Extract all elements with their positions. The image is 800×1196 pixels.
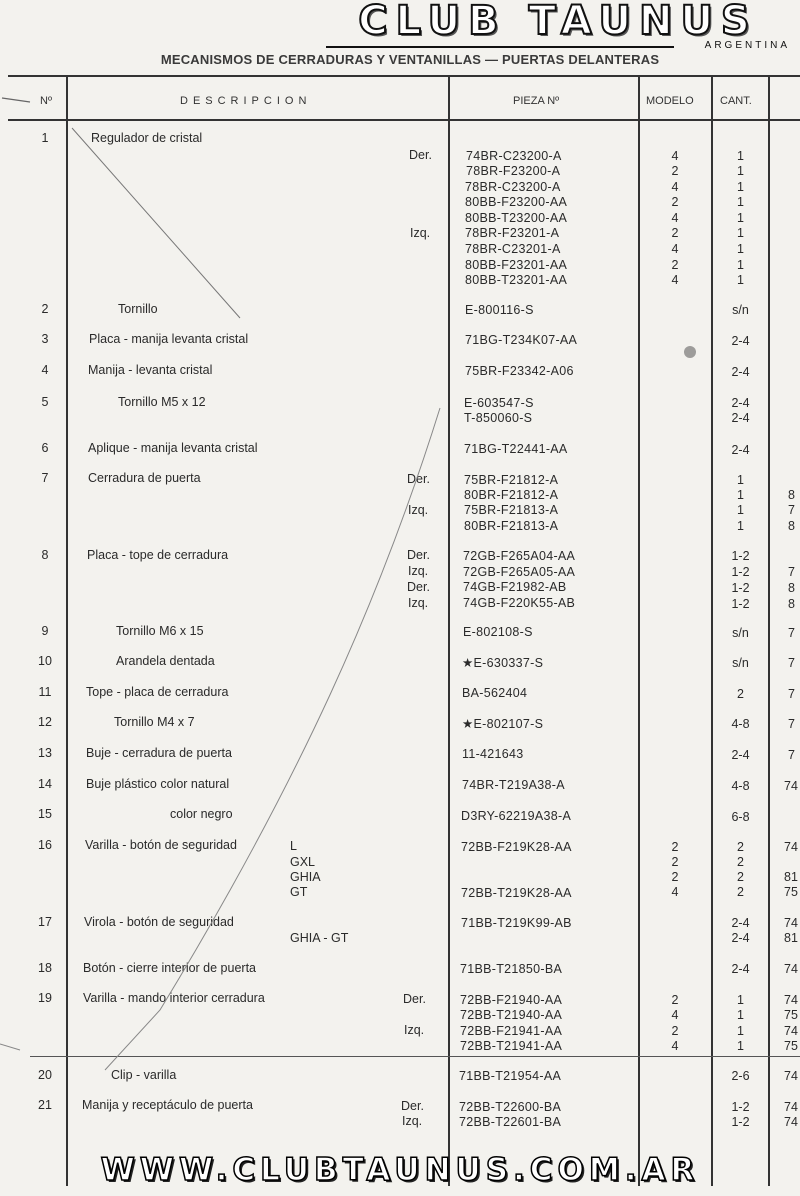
part-number: 72BB-T21941-AA [460, 1039, 563, 1053]
part-number: ★E-802107-S [462, 717, 544, 731]
extra-column-value: 74 [784, 840, 798, 854]
extra-column-value: 8 [788, 488, 795, 502]
item-description: Regulador de cristal [91, 131, 203, 145]
part-number: 75BR-F21813-A [464, 503, 559, 517]
cant-value: 1 [737, 258, 744, 272]
item-number: 3 [41, 332, 49, 346]
cant-value: 2-4 [731, 931, 750, 945]
cant-value: 2 [737, 840, 744, 854]
cant-value: 1-2 [731, 549, 750, 563]
cant-value: 1 [737, 226, 744, 240]
part-number: 71BG-T22441-AA [464, 442, 568, 456]
modelo-value: 4 [671, 273, 679, 287]
variant-label: GXL [290, 855, 316, 869]
item-description: Clip - varilla [111, 1068, 177, 1082]
cant-value: 1-2 [731, 581, 750, 595]
modelo-value: 2 [671, 855, 679, 869]
item-description: Tornillo M5 x 12 [118, 395, 206, 409]
item-number: 21 [38, 1098, 52, 1112]
modelo-value: 4 [671, 180, 679, 194]
part-number: 80BR-F21812-A [464, 488, 559, 502]
modelo-value: 4 [671, 242, 679, 256]
cant-value: 2 [737, 885, 744, 899]
extra-column-value: 8 [788, 597, 795, 611]
part-number: 71BB-T21954-AA [459, 1069, 562, 1083]
modelo-value: 4 [671, 1008, 679, 1022]
cant-value: 1 [737, 242, 744, 256]
part-number: 75BR-F23342-A06 [465, 364, 574, 378]
cant-value: 1 [737, 488, 744, 502]
item-description: Buje plástico color natural [86, 777, 230, 791]
cant-value: 1 [737, 149, 744, 163]
extra-column-value: 7 [788, 717, 795, 731]
part-number: 78BR-C23201-A [465, 242, 561, 256]
part-number: E-802108-S [463, 625, 533, 639]
modelo-value: 4 [671, 211, 679, 225]
cant-value: s/n [732, 626, 749, 640]
item-number: 5 [41, 395, 49, 409]
cant-value: 1 [737, 503, 744, 517]
side-label: Izq. [408, 503, 429, 517]
side-label: Der. [403, 992, 426, 1006]
item-number: 12 [38, 715, 52, 729]
part-number: 78BR-F23201-A [465, 226, 560, 240]
part-number: 72BB-F21941-AA [460, 1024, 563, 1038]
modelo-value: 2 [671, 195, 679, 209]
cant-value: 2 [737, 870, 744, 884]
ink-blot [684, 346, 696, 358]
modelo-value: 2 [671, 993, 679, 1007]
header-num: Nº [40, 95, 52, 107]
item-description: Varilla - mando interior cerradura [83, 991, 265, 1005]
pencil-line [72, 128, 240, 318]
cant-value: 2-4 [731, 365, 750, 379]
cant-value: 1 [737, 473, 744, 487]
part-number: E-603547-S [464, 396, 534, 410]
side-label: Izq. [408, 564, 429, 578]
item-description: color negro [170, 807, 233, 821]
item-number: 9 [41, 624, 49, 638]
header-descripcion: DESCRIPCION [180, 95, 312, 107]
cant-value: 6-8 [731, 810, 750, 824]
cant-value: 1-2 [731, 565, 750, 579]
extra-column-value: 7 [788, 748, 795, 762]
item-description: Aplique - manija levanta cristal [88, 441, 258, 455]
modelo-value: 2 [671, 840, 679, 854]
modelo-value: 2 [671, 870, 679, 884]
item-number: 10 [38, 654, 52, 668]
variant-label: GT [290, 885, 308, 899]
part-number: 74BR-T219A38-A [462, 778, 565, 792]
part-number: BA-562404 [462, 686, 528, 700]
item-number: 2 [41, 302, 49, 316]
part-number: 72GB-F265A04-AA [463, 549, 576, 563]
part-number: 11-421643 [462, 747, 524, 761]
modelo-value: 4 [671, 885, 679, 899]
part-number: D3RY-62219A38-A [461, 809, 572, 823]
modelo-value: 4 [671, 149, 679, 163]
cant-value: 1 [737, 211, 744, 225]
part-number: 80BB-T23201-AA [465, 273, 568, 287]
item-description: Manija y receptáculo de puerta [82, 1098, 253, 1112]
item-number: 19 [38, 991, 52, 1005]
cant-value: 1 [737, 273, 744, 287]
part-number: 72BB-T22600-BA [459, 1100, 562, 1114]
cant-value: 1 [737, 519, 744, 533]
pencil-line [105, 408, 440, 1070]
cant-value: 1-2 [731, 1115, 750, 1129]
item-number: 15 [38, 807, 52, 821]
cant-value: 2-4 [731, 962, 750, 976]
item-number: 16 [38, 838, 52, 852]
side-label: Izq. [410, 226, 431, 240]
cant-value: 2-4 [731, 411, 750, 425]
part-number: E-800116-S [465, 303, 534, 317]
variant-label: GHIA - GT [290, 931, 349, 945]
item-number: 11 [38, 685, 52, 699]
item-number: 1 [41, 131, 49, 145]
side-label: Der. [407, 548, 430, 562]
cant-value: 1-2 [731, 1100, 750, 1114]
item-description: Manija - levanta cristal [88, 363, 213, 377]
cant-value: 2 [737, 687, 744, 701]
item-number: 18 [38, 961, 52, 975]
item-description: Buje - cerradura de puerta [86, 746, 232, 760]
cant-value: 1 [737, 180, 744, 194]
item-description: Arandela dentada [116, 654, 215, 668]
extra-column-value: 7 [788, 656, 795, 670]
variant-label: L [290, 839, 297, 853]
part-number: 78BR-F23200-A [466, 164, 561, 178]
item-number: 17 [38, 915, 52, 929]
cant-value: 1-2 [731, 597, 750, 611]
part-number: 75BR-F21812-A [464, 473, 559, 487]
modelo-value: 2 [671, 258, 679, 272]
header-cant: CANT. [720, 95, 752, 107]
cant-value: 2-4 [731, 916, 750, 930]
part-number: 72BB-T22601-BA [459, 1115, 562, 1129]
part-number: 72BB-F21940-AA [460, 993, 563, 1007]
item-number: 20 [38, 1068, 52, 1082]
extra-column-value: 74 [784, 1024, 798, 1038]
item-number: 13 [38, 746, 52, 760]
item-description: Tornillo M6 x 15 [116, 624, 204, 638]
extra-column-value: 7 [788, 565, 795, 579]
part-number: 80BB-F23200-AA [465, 195, 568, 209]
modelo-value: 2 [671, 164, 679, 178]
cant-value: 2-4 [731, 396, 750, 410]
extra-column-value: 7 [788, 626, 795, 640]
item-description: Tornillo M4 x 7 [114, 715, 195, 729]
modelo-value: 4 [671, 1039, 679, 1053]
item-description: Placa - manija levanta cristal [89, 332, 249, 346]
item-number: 4 [41, 363, 49, 377]
cant-value: 1 [737, 1039, 744, 1053]
extra-column-value: 75 [784, 885, 798, 899]
footer-website: WWW.CLUBTAUNUS.COM.AR [100, 1152, 700, 1188]
side-label: Izq. [408, 596, 429, 610]
item-description: Botón - cierre interior de puerta [83, 961, 257, 975]
cant-value: 1 [737, 1024, 744, 1038]
modelo-value: 2 [671, 1024, 679, 1038]
extra-column-value: 75 [784, 1008, 798, 1022]
part-number: 78BR-C23200-A [465, 180, 561, 194]
pencil-line [0, 1044, 20, 1050]
cant-value: s/n [732, 656, 749, 670]
extra-column-value: 8 [788, 519, 795, 533]
cant-value: 4-8 [731, 779, 750, 793]
part-number: 72BB-F219K28-AA [461, 840, 572, 854]
part-number: 80BR-F21813-A [464, 519, 559, 533]
modelo-value: 2 [671, 226, 679, 240]
cant-value: 1 [737, 164, 744, 178]
extra-column-value: 7 [788, 503, 795, 517]
extra-column-value: 75 [784, 1039, 798, 1053]
side-label: Der. [401, 1099, 424, 1113]
item-number: 7 [41, 471, 49, 485]
part-number: 72GB-F265A05-AA [463, 565, 576, 579]
extra-column-value: 74 [784, 1100, 798, 1114]
extra-column-value: 8 [788, 581, 795, 595]
side-label: Izq. [402, 1114, 423, 1128]
cant-value: 4-8 [731, 717, 750, 731]
part-number: T-850060-S [464, 411, 533, 425]
brand-name: CLUB TAUNUS [358, 0, 758, 44]
cant-value: 2 [737, 855, 744, 869]
variant-label: GHIA [290, 870, 321, 884]
part-number: ★E-630337-S [462, 656, 544, 670]
part-number: 72BB-T21940-AA [460, 1008, 563, 1022]
part-number: 72BB-T219K28-AA [461, 886, 572, 900]
item-number: 14 [38, 777, 52, 791]
document-title: MECANISMOS DE CERRADURAS Y VENTANILLAS — PUERTAS DELANTERAS [160, 52, 660, 67]
header-pieza: PIEZA Nº [513, 95, 560, 107]
extra-column-value: 74 [784, 962, 798, 976]
pencil-line [2, 98, 30, 102]
cant-value: 2-6 [731, 1069, 750, 1083]
part-number: 71BB-T219K99-AB [461, 916, 572, 930]
side-label: Der. [407, 580, 430, 594]
item-description: Tope - placa de cerradura [86, 685, 229, 699]
side-label: Izq. [404, 1023, 425, 1037]
cant-value: 2-4 [731, 443, 750, 457]
cant-value: 2-4 [731, 334, 750, 348]
part-number: 71BG-T234K07-AA [465, 333, 578, 347]
cant-value: 1 [737, 1008, 744, 1022]
item-description: Varilla - botón de seguridad [85, 838, 237, 852]
extra-column-value: 74 [784, 916, 798, 930]
part-number: 80BB-T23200-AA [465, 211, 568, 225]
part-number: 74BR-C23200-A [466, 149, 562, 163]
header-modelo: MODELO [646, 95, 694, 107]
extra-column-value: 74 [784, 1069, 798, 1083]
item-description: Virola - botón de seguridad [84, 915, 234, 929]
cant-value: 1 [737, 195, 744, 209]
item-number: 6 [41, 441, 49, 455]
extra-column-value: 81 [784, 931, 798, 945]
extra-column-value: 81 [784, 870, 798, 884]
extra-column-value: 74 [784, 993, 798, 1007]
side-label: Der. [407, 472, 430, 486]
extra-column-value: 7 [788, 687, 795, 701]
cant-value: s/n [732, 303, 749, 317]
part-number: 71BB-T21850-BA [460, 962, 563, 976]
part-number: 80BB-F23201-AA [465, 258, 568, 272]
part-number: 74GB-F21982-AB [463, 580, 567, 594]
cant-value: 1 [737, 993, 744, 1007]
item-number: 8 [41, 548, 49, 562]
item-description: Tornillo [118, 302, 158, 316]
item-description: Placa - tope de cerradura [87, 548, 229, 562]
brand-country: ARGENTINA [704, 40, 790, 51]
extra-column-value: 74 [784, 1115, 798, 1129]
item-description: Cerradura de puerta [88, 471, 201, 485]
cant-value: 2-4 [731, 748, 750, 762]
part-number: 74GB-F220K55-AB [463, 596, 576, 610]
side-label: Der. [409, 148, 432, 162]
extra-column-value: 74 [784, 779, 798, 793]
